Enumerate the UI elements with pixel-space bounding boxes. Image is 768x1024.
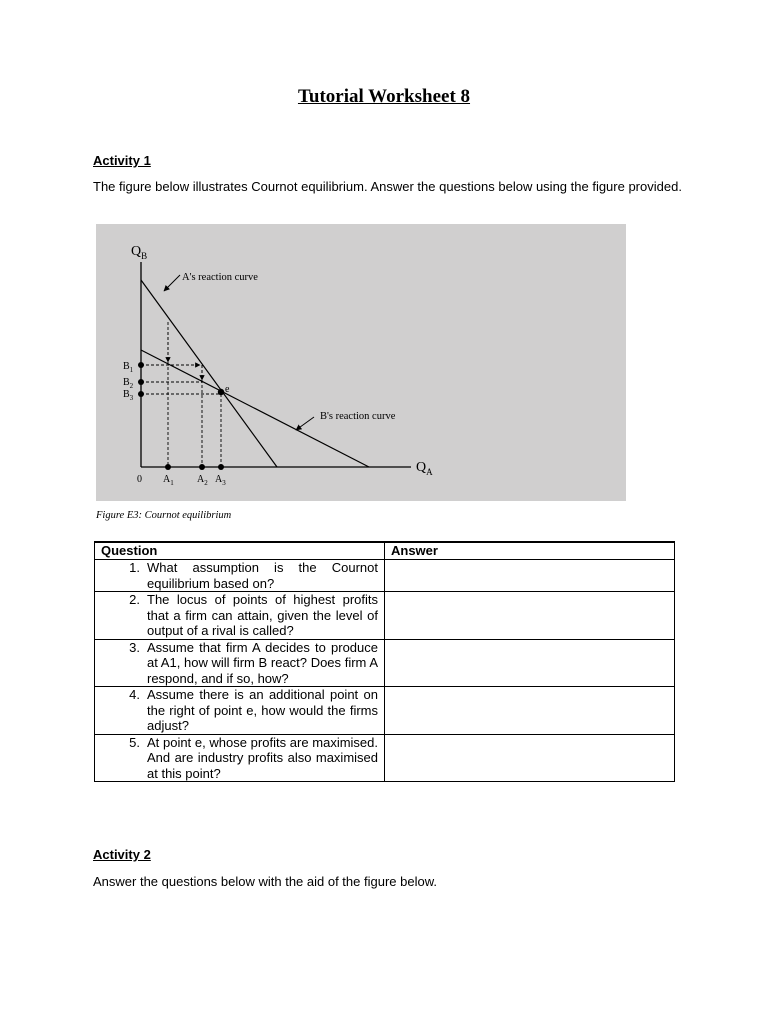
axis-points xyxy=(138,362,224,470)
question-text: What assumption is the Cournot equilibrium based on? xyxy=(147,560,378,591)
question-text: Assume there is an additional point on the right of point e, how would the firms adjust? xyxy=(147,687,378,733)
answer-cell[interactable] xyxy=(385,734,675,782)
svg-text:A3: $A_3$ xyxy=(215,474,226,487)
b2-label: B xyxy=(123,377,130,388)
activity-1-heading: Activity 1 xyxy=(93,153,151,168)
question-number: 4. xyxy=(129,687,140,702)
question-header: Question xyxy=(95,542,385,560)
question-text: The locus of points of highest profits that a firm can attain, given the level of output of a rival is called? xyxy=(147,592,378,638)
question-number: 1. xyxy=(129,560,140,575)
b3-label: B xyxy=(123,389,130,400)
equilibrium-label: e xyxy=(225,384,230,395)
question-number: 3. xyxy=(129,639,140,655)
table-row xyxy=(95,560,675,592)
question-text: At point e, whose profits are maximised. And are industry profits also maximised at this point? xyxy=(147,734,378,781)
answer-cell[interactable] xyxy=(385,687,675,735)
activity-2-intro: Answer the questions below with the aid of the figure below. xyxy=(93,874,437,889)
figure-caption: Figure E3: Cournot equilibrium xyxy=(96,510,232,521)
question-table xyxy=(94,541,675,782)
svg-text:B2: $B_2$ xyxy=(123,377,134,390)
a-reaction-curve xyxy=(141,280,277,467)
b-curve-label: B's reaction curve xyxy=(320,411,396,422)
table-row xyxy=(95,592,675,640)
question-number: 5. xyxy=(129,734,140,750)
question-text: Assume that firm A decides to produce at A1, how will firm B react? Does firm A respond, and if so, how? xyxy=(147,639,378,686)
activity-1-intro: The figure below illustrates Cournot equilibrium. Answer the questions below using the figure provided. xyxy=(93,179,682,194)
answer-cell[interactable] xyxy=(385,592,675,640)
cournot-diagram xyxy=(96,224,626,501)
svg-text:A2: $A_2$ xyxy=(197,474,208,487)
cournot-figure xyxy=(96,224,626,501)
equilibrium-point xyxy=(218,389,224,395)
b-curve-pointer xyxy=(296,417,314,430)
a-curve-label: A's reaction curve xyxy=(182,272,258,283)
a3-label: A xyxy=(215,474,223,485)
question-number: 2. xyxy=(129,592,140,607)
a2-label: A xyxy=(197,474,205,485)
svg-text:QB: $Q_B$ xyxy=(131,244,148,261)
a1-label: A xyxy=(163,474,171,485)
b1-label: B xyxy=(123,361,130,372)
a-curve-pointer xyxy=(164,275,180,291)
svg-text:B3: $B_3$ xyxy=(123,389,134,402)
table-row xyxy=(95,639,675,687)
answer-cell[interactable] xyxy=(385,639,675,687)
table-row xyxy=(95,734,675,782)
svg-text:A1: $A_1$ xyxy=(163,474,174,487)
origin-label: 0 xyxy=(137,474,142,485)
page-title: Tutorial Worksheet 8 xyxy=(297,86,471,107)
svg-text:QA: $Q_A$ xyxy=(416,460,433,477)
answer-header: Answer xyxy=(385,542,675,560)
answer-cell[interactable] xyxy=(385,560,675,592)
x-axis-label: Q xyxy=(416,460,427,475)
y-axis-label: Q xyxy=(131,244,142,259)
table-row xyxy=(95,687,675,735)
adjustment-paths xyxy=(141,322,221,467)
b-reaction-curve xyxy=(141,350,369,467)
svg-text:B1: $B_1$ xyxy=(123,361,134,374)
activity-2-heading: Activity 2 xyxy=(93,847,151,862)
